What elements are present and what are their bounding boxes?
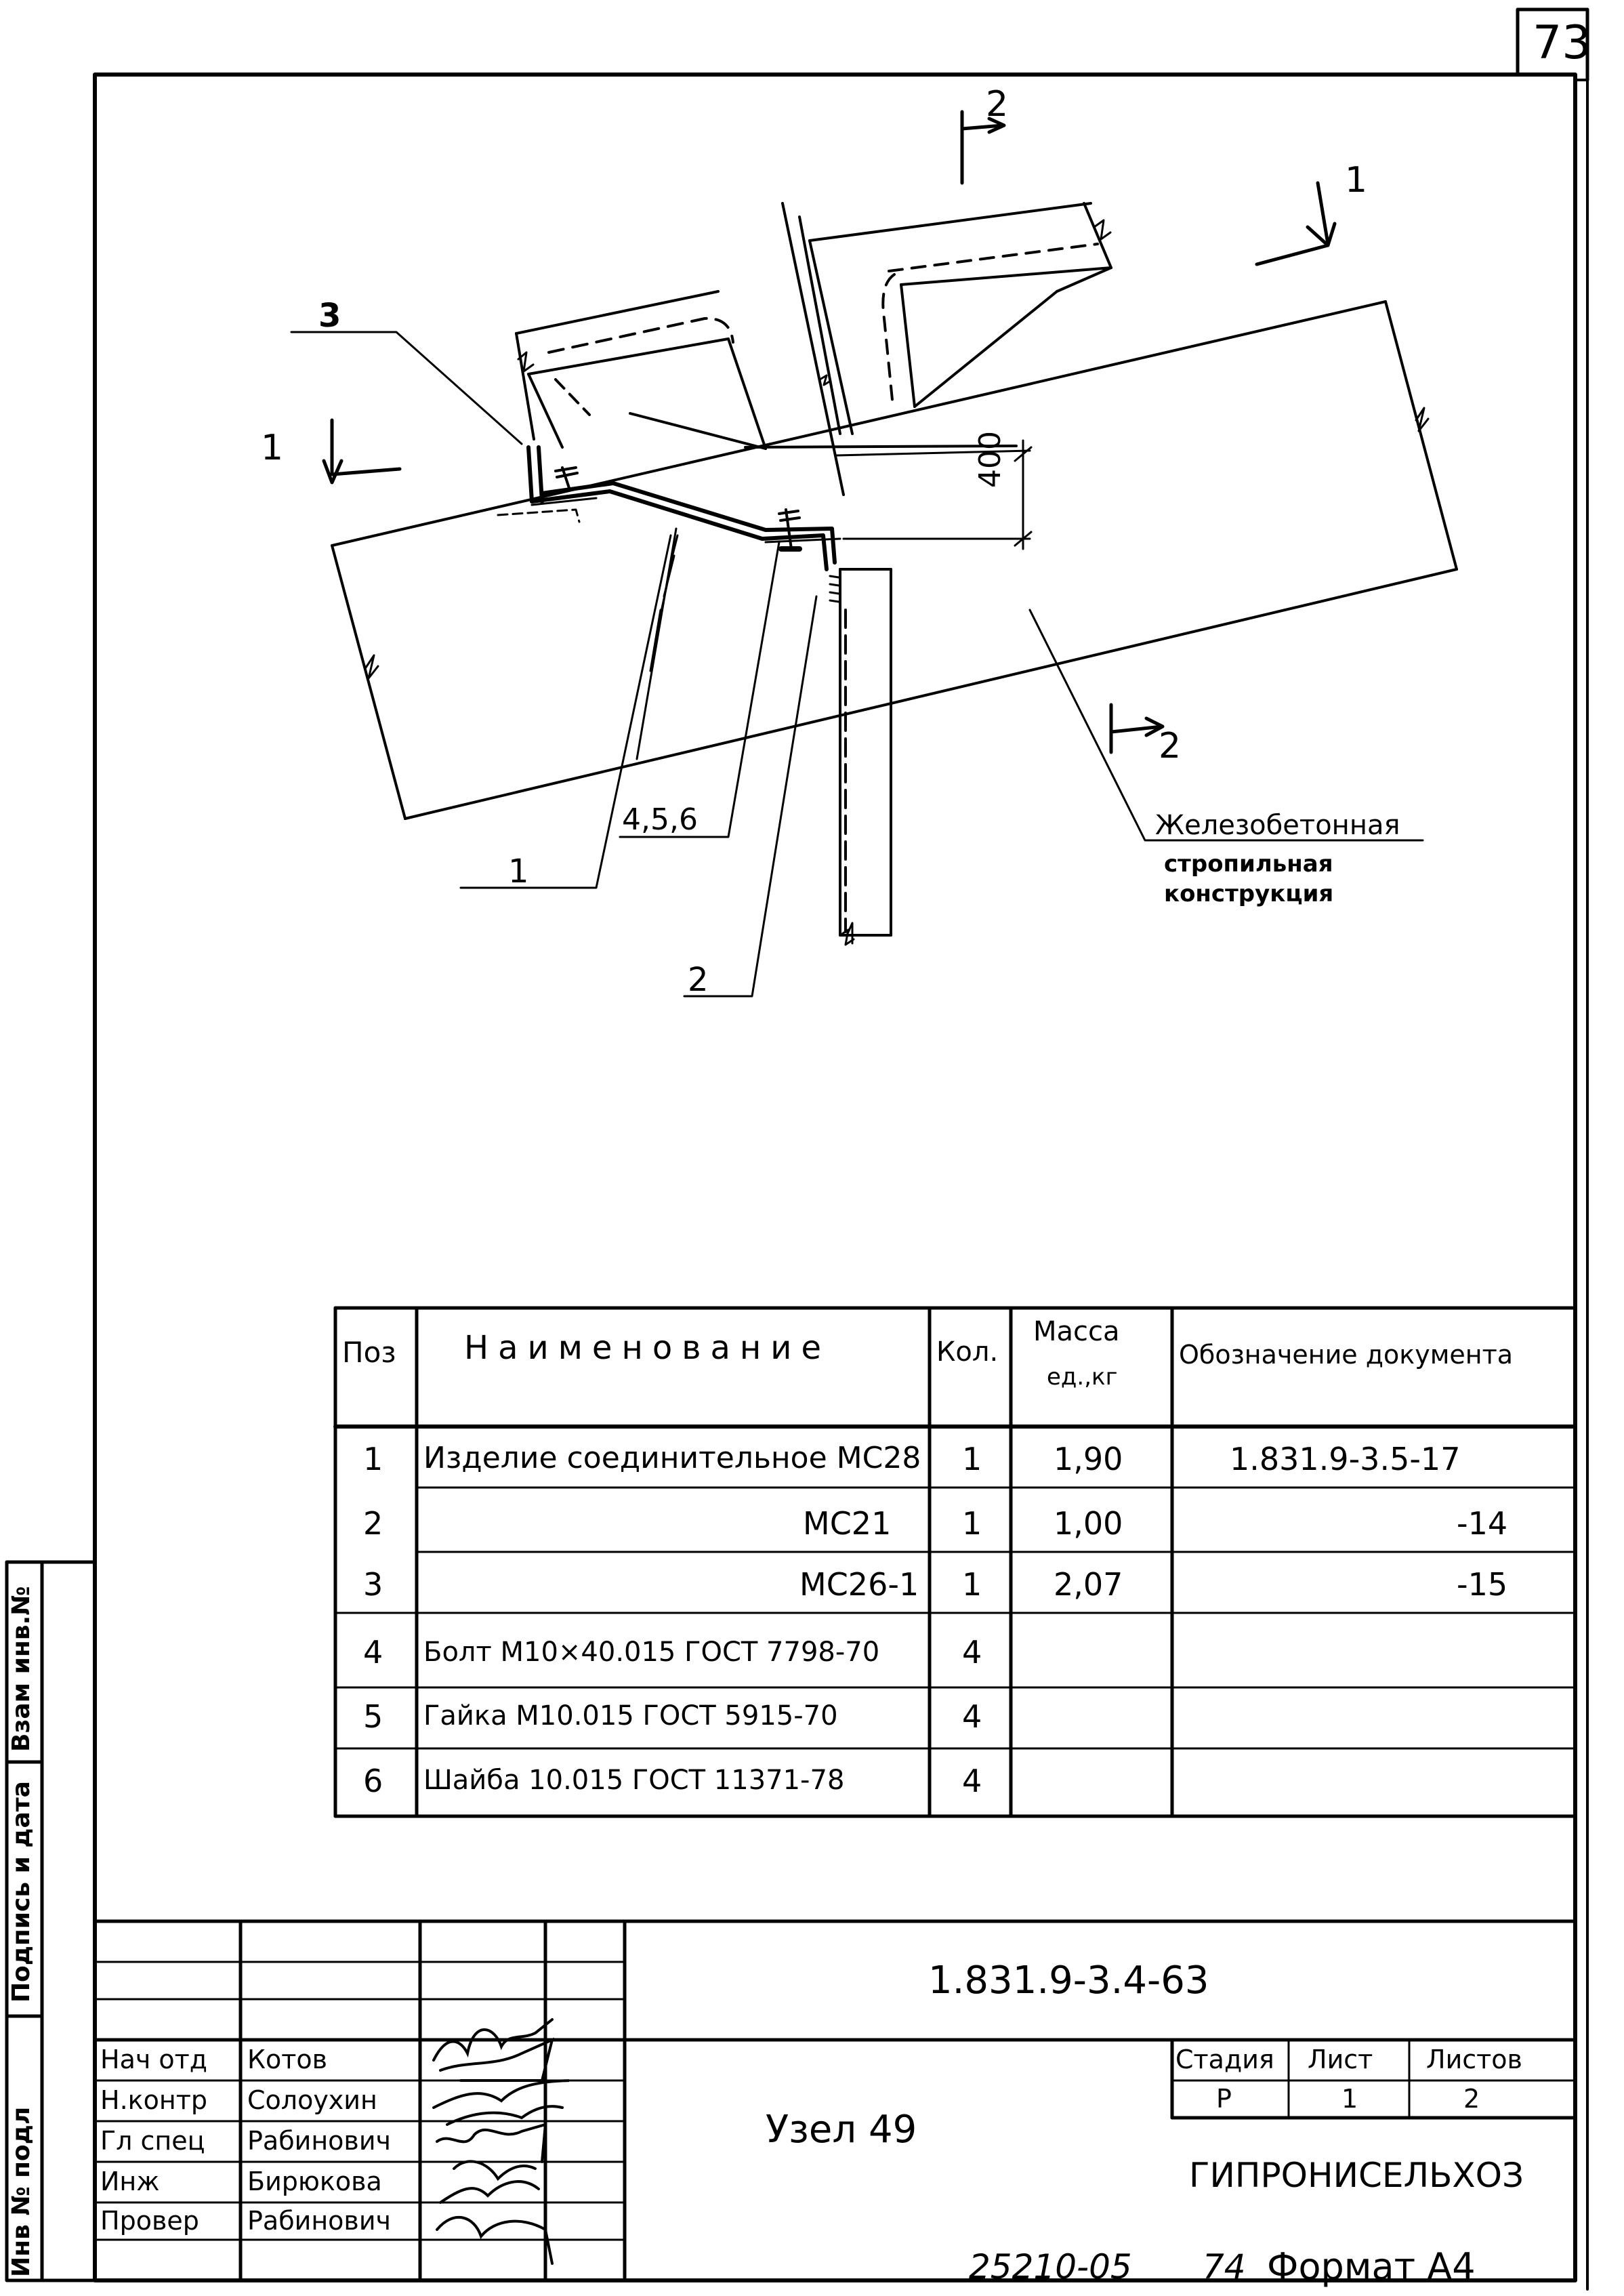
section-mark-2-bottom: 2 [1159,726,1182,766]
row-pos: 2 [363,1505,383,1542]
note-line-3: конструкция [1164,880,1334,907]
footer-copy: 74 [1203,2247,1246,2287]
sheet-number: 73 [1533,16,1591,70]
footer-code: 25210-05 [969,2247,1132,2287]
row-doc: -14 [1457,1505,1508,1542]
sheets-label: Листов [1426,2045,1522,2074]
sheet-value: 1 [1341,2084,1358,2114]
sheet-label: Лист [1308,2045,1373,2074]
role-label: Инж [100,2167,160,2196]
section-mark-1-right: 1 [1345,160,1368,201]
row-pos: 1 [363,1441,383,1477]
row-pos: 3 [363,1566,383,1603]
leader-label-3: 3 [318,297,341,335]
footer-format: Формат А4 [1267,2245,1476,2288]
stage-label: Стадия [1175,2045,1274,2074]
document-designation: 1.831.9-3.4-63 [928,1959,1209,2003]
side-stamp-signature: Подпись и дата [7,1781,35,2003]
section-mark-1-left: 1 [261,428,284,468]
row-doc: 1.831.9-3.5-17 [1230,1441,1461,1477]
row-qty: 4 [962,1698,982,1735]
row-qty: 1 [962,1441,982,1477]
row-pos: 4 [363,1634,383,1670]
role-label: Н.контр [100,2085,207,2115]
row-qty: 1 [962,1566,982,1603]
header-name: Наименование [464,1329,831,1367]
dimension-400: 400 [973,431,1007,488]
organization: ГИПРОНИСЕЛЬХОЗ [1189,2156,1524,2195]
role-label: Провер [100,2206,199,2236]
row-doc: -15 [1457,1566,1508,1603]
sheets-value: 2 [1463,2084,1480,2114]
row-name: МС26-1 [799,1566,919,1603]
row-name: Болт М10×40.015 ГОСТ 7798-70 [423,1637,880,1668]
header-mass-1: Масса [1033,1316,1120,1347]
signatures [420,2006,569,2277]
leader-label-1: 1 [508,853,529,890]
header-mass-2: ед.,кг [1047,1364,1118,1391]
drawing-title: Узел 49 [766,2108,917,2152]
role-label: Гл спец [100,2126,205,2156]
row-mass: 2,07 [1054,1566,1123,1603]
row-mass: 1,90 [1054,1441,1123,1477]
row-name: Изделие соединительное МС28 [423,1441,921,1475]
row-pos: 6 [363,1763,383,1799]
row-qty: 4 [962,1634,982,1670]
person-name: Рабинович [247,2206,391,2236]
row-name: МС21 [803,1505,892,1542]
header-doc: Обозначение документа [1179,1340,1514,1370]
role-label: Нач отд [100,2045,208,2074]
row-pos: 5 [363,1698,383,1735]
note-line-1: Железобетонная [1155,810,1400,841]
header-qty: Кол. [936,1336,999,1368]
note-line-2: стропильная [1164,850,1333,878]
leader-label-456: 4,5,6 [622,802,698,837]
row-qty: 1 [962,1505,982,1542]
person-name: Солоухин [247,2085,377,2115]
person-name: Рабинович [247,2126,391,2156]
leader-label-2: 2 [688,961,709,999]
row-mass: 1,00 [1054,1505,1123,1542]
side-stamp-replace: Взам инв.№ [7,1586,35,1752]
row-qty: 4 [962,1763,982,1799]
stage-value: Р [1216,2084,1232,2114]
person-name: Бирюкова [247,2167,382,2196]
spec-table-grid [335,1308,1575,1816]
row-name: Гайка М10.015 ГОСТ 5915-70 [423,1700,838,1731]
section-mark-2-top: 2 [986,84,1009,125]
row-name: Шайба 10.015 ГОСТ 11371-78 [423,1765,845,1796]
header-pos: Поз [342,1336,396,1369]
side-stamp-inv: Инв № подл [7,2106,35,2277]
person-name: Котов [247,2045,328,2074]
